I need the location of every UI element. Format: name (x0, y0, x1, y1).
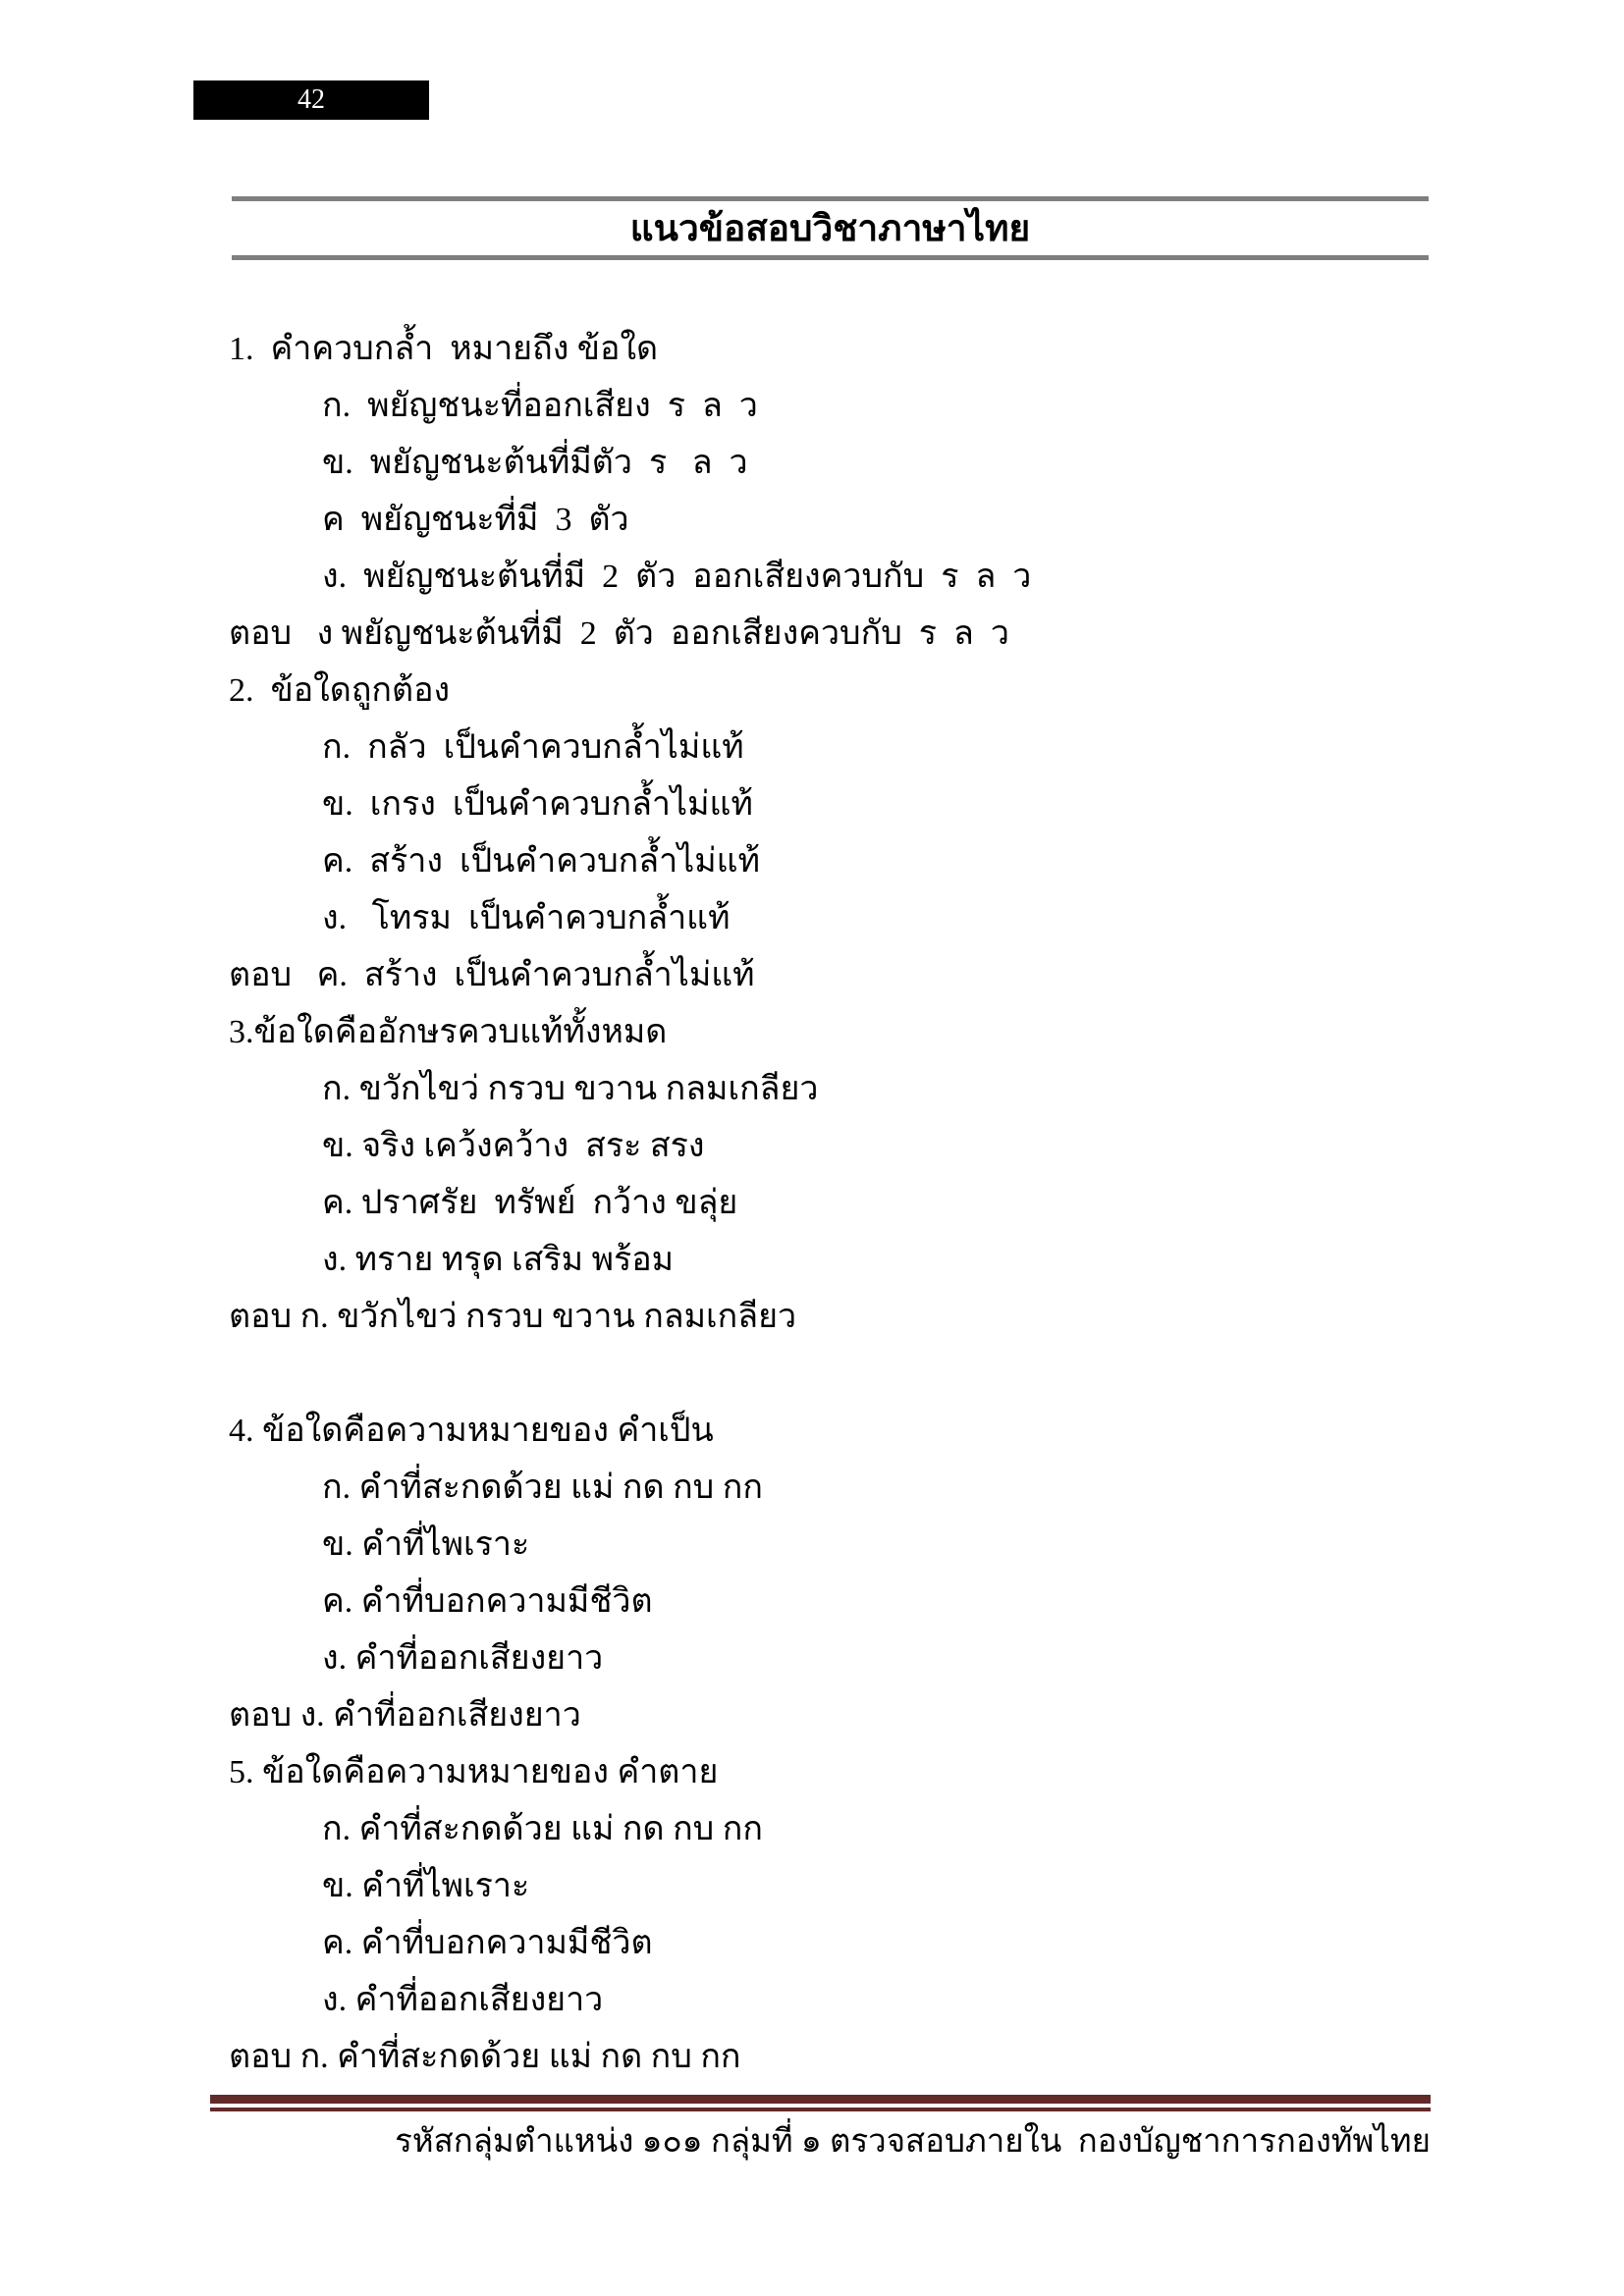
page-number: 42 (298, 84, 325, 115)
question-line: 5. ข้อใดคือความหมายของ คำตาย (229, 1754, 719, 1790)
choice-line: ข. จริง เคว้งคว้าง สระ สรง (322, 1128, 705, 1164)
answer-line: ตอบ ง พยัญชนะต้นที่มี 2 ตัว ออกเสียงควบกับ ร ล ว (229, 615, 1009, 652)
page-number-box (193, 80, 429, 120)
choice-line: ข. คำที่ไพเราะ (322, 1526, 530, 1563)
answer-line: ตอบ ก. ขวักไขว่ กรวบ ขวาน กลมเกลียว (229, 1299, 797, 1335)
page-title: แนวข้อสอบวิชาภาษาไทย (629, 209, 1031, 249)
question-line: 3.ข้อใดคืออักษรควบแท้ทั้งหมด (229, 1014, 668, 1050)
choice-line: ง. โทรม เป็นคำควบกล้ำแท้ (322, 900, 731, 936)
question-line: 2. ข้อใดถูกต้อง (229, 672, 451, 709)
blank-line (229, 1346, 1466, 1403)
choice-line: ก. พยัญชนะที่ออกเสียง ร ล ว (322, 388, 758, 424)
choice-line: ค. ปราศรัย ทรัพย์ กว้าง ขลุ่ย (322, 1185, 738, 1221)
choice-line: ก. กลัว เป็นคำควบกล้ำไม่แท้ (322, 729, 744, 766)
choice-line: ก. คำที่สะกดด้วย แม่ กด กบ กก (322, 1811, 763, 1847)
answer-line: ตอบ ก. คำที่สะกดด้วย แม่ กด กบ กก (229, 2039, 741, 2075)
choice-line: ค. คำที่บอกความมีชีวิต (322, 1925, 653, 1961)
choice-line: ง. ทราย ทรุด เสริม พร้อม (322, 1242, 675, 1278)
choice-line: ข. พยัญชนะต้นที่มีตัว ร ล ว (322, 445, 748, 481)
question-line: 4. ข้อใดคือความหมายของ คำเป็น (229, 1413, 714, 1449)
content (229, 321, 1466, 2086)
choice-line: ง. พยัญชนะต้นที่มี 2 ตัว ออกเสียงควบกับ ร ล ว (322, 559, 1032, 595)
answer-line: ตอบ ง. คำที่ออกเสียงยาว (229, 1697, 581, 1734)
footer-divider (210, 2095, 1431, 2111)
choice-line: ค พยัญชนะที่มี 3 ตัว (322, 502, 629, 538)
choice-line: ก. ขวักไขว่ กรวบ ขวาน กลมเกลียว (322, 1071, 819, 1107)
choice-line: ค. สร้าง เป็นคำควบกล้ำไม่แท้ (322, 843, 761, 880)
choice-line: ข. คำที่ไพเราะ (322, 1868, 530, 1904)
choice-line: ข. เกรง เป็นคำควบกล้ำไม่แท้ (322, 786, 753, 823)
footer-text: รหัสกลุ่มตำแหน่ง ๑๐๑ กลุ่มที่ ๑ ตรวจสอบภายใน กองบัญชาการกองทัพไทย (395, 2124, 1431, 2160)
choice-line: ค. คำที่บอกความมีชีวิต (322, 1583, 653, 1620)
choice-line: ก. คำที่สะกดด้วย แม่ กด กบ กก (322, 1469, 763, 1506)
choice-line: ง. คำที่ออกเสียงยาว (322, 1640, 604, 1677)
question-line: 1. คำควบกล้ำ หมายถึง ข้อใด (229, 331, 659, 367)
answer-line: ตอบ ค. สร้าง เป็นคำควบกล้ำไม่แท้ (229, 957, 755, 993)
document-header (232, 196, 1429, 260)
choice-line: ง. คำที่ออกเสียงยาว (322, 1982, 604, 2018)
